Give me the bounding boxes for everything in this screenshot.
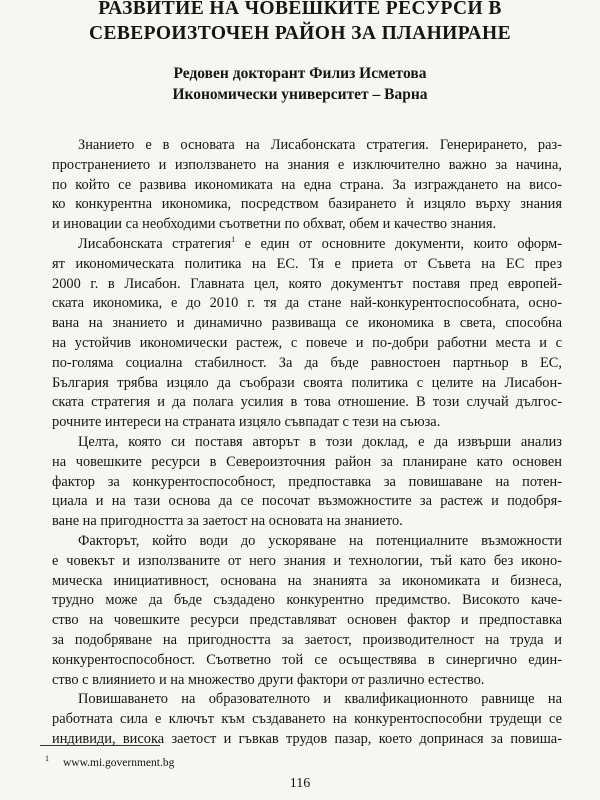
paragraph: [52, 136, 562, 235]
text-line: на човешките ресурси в Североизточния район за планиране като основен: [52, 453, 562, 470]
author-affiliation: Икономически университет – Варна: [172, 86, 428, 103]
text-line: работната сила е ключът към създаването на конкурентоспособни трудещи се: [52, 711, 562, 728]
paragraph: [52, 235, 562, 433]
text-line: вана на знанието и динамично развиваща се икономика в света, способна: [52, 315, 562, 332]
paragraph: [52, 532, 562, 690]
page-number: 116: [289, 776, 311, 791]
text-fragment: Лисабонската стратегия: [78, 235, 232, 252]
text-line: ство на човешките ресурси представляват основен фактор и предпоставка: [52, 612, 562, 629]
text-line: на устойчив икономически растеж, с повече и по-добри работни места и с: [52, 334, 562, 351]
text-line: мическа инициативност, основана на знанията за икономиката и бизнеса,: [52, 572, 562, 589]
text-fragment: е един от основните документи, които оформ-: [244, 235, 562, 252]
paragraph: [52, 690, 562, 749]
text-line: фактор за конкурентоспособност, предпоставка за повишаване на потен-: [52, 473, 562, 490]
footnote-divider: [40, 745, 160, 746]
footnote: [45, 752, 174, 770]
text-line: по който се развива икономиката на една страна. За изграждането на висо-: [52, 176, 562, 193]
footnote-link[interactable]: www.mi.government.bg: [63, 756, 175, 769]
text-line: Повишаването на образователното и квалификационното равнище на: [78, 691, 562, 708]
text-line: 2000 г. в Лисабон. Главната цел, която документът поставя пред европей-: [52, 275, 562, 292]
text-line: конкурентоспособност. Съответно той се осъществява в синергично един-: [52, 651, 562, 668]
text-line: ство с влиянието и на множество други фактори от различно естество.: [52, 671, 485, 688]
title-line: РАЗВИТИЕ НА ЧОВЕШКИТЕ РЕСУРСИ В: [98, 0, 502, 19]
author-block: [60, 63, 540, 105]
text-line: е човекът и използваните от него знания и технологии, тъй като без иконо-: [52, 552, 562, 569]
text-line: циала и на тази основа да се посочат възможностите за растеж и подобря-: [52, 493, 562, 510]
text-line: рочните интереси на страната изцяло съвпадат с тези на съюза.: [52, 414, 441, 431]
text-line: [52, 235, 562, 255]
article-body: [52, 136, 562, 750]
text-line: Факторът, който води до ускоряване на потенциалните възможности: [78, 532, 562, 549]
text-line: пространението и използването на знания е изключително важно за начина,: [52, 156, 562, 173]
text-line: индивиди, висока заетост и гъвкав трудов пазар, което допринася за повиша-: [52, 730, 562, 747]
text-line: Целта, която си поставя авторът в този доклад, е да извърши анализ: [78, 433, 562, 450]
text-line: по-голяма социална стабилност. За да бъде равностоен партньор в ЕС,: [52, 354, 562, 371]
footnote-marker: 1: [45, 754, 49, 763]
article-title: [40, 0, 560, 46]
text-line: България трябва изцяло да съобрази своята политика с целите на Лисабон-: [52, 374, 562, 391]
text-line: за подобряване на пригодността за заетост, производителност на труда и: [52, 631, 562, 648]
author-name: Редовен докторант Филиз Исметова: [173, 65, 427, 82]
text-line: ване на пригодността за заетост на основата на знанието.: [52, 513, 403, 530]
title-line: СЕВЕРОИЗТОЧЕН РАЙОН ЗА ПЛАНИРАНЕ: [88, 23, 512, 44]
text-line: трудно може да бъде създадено конкурентно предимство. Високото каче-: [52, 592, 562, 609]
text-line: ят икономическата политика на ЕС. Тя е приета от Съвета на ЕС през: [52, 255, 562, 272]
text-line: ко конкурентна икономика, посредством базирането ѝ изцяло върху знания: [52, 196, 562, 213]
text-line: Знанието е в основата на Лисабонската стратегия. Генерирането, раз-: [78, 137, 562, 153]
footnote-reference[interactable]: 1: [231, 235, 236, 245]
text-line: ската стратегия и да полага усилия в това отношение. В този случай дългос-: [52, 394, 562, 411]
text-line: и иновации са необходими съответни по обхват, обем и качество знания.: [52, 216, 497, 233]
paragraph: [52, 433, 562, 532]
text-line: ската икономика, е до 2010 г. тя да стане най-конкурентоспособната, осно-: [52, 295, 562, 312]
